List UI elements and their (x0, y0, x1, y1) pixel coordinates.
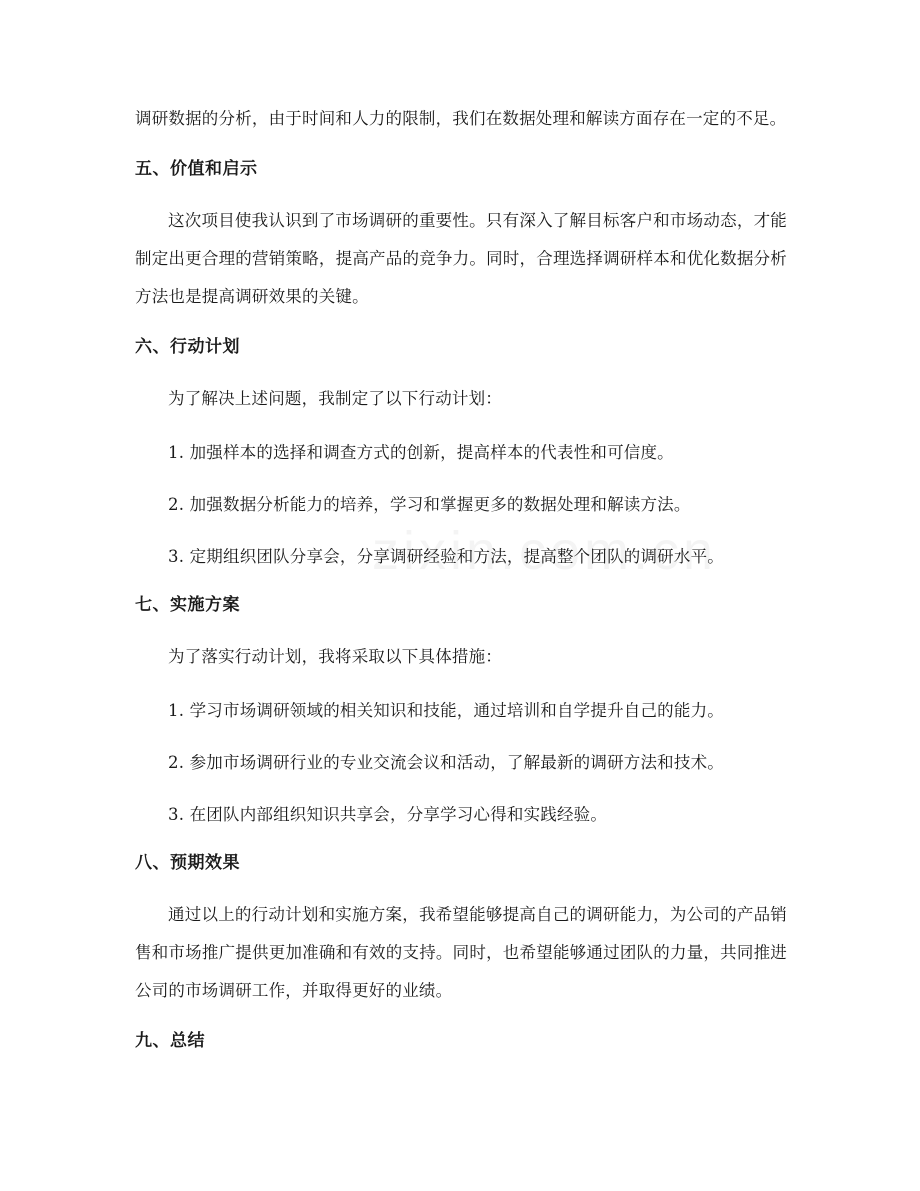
section-heading-implementation: 七、实施方案 (135, 595, 240, 615)
section-heading-expected-results: 八、预期效果 (135, 853, 240, 873)
list-item: 3. 定期组织团队分享会，分享调研经验和方法，提高整个团队的调研水平。 (168, 547, 724, 566)
section-paragraph-expected-results: 通过以上的行动计划和实施方案，我希望能够提高自己的调研能力，为公司的产品销售和市场推广提供更加准确和有效的支持。同时，也希望能够通过团队的力量，共同推进公司的市场调研工作，并取得更好的业绩。 (135, 905, 787, 1000)
section-heading-summary: 九、总结 (135, 1031, 205, 1051)
section-paragraph-value: 这次项目使我认识到了市场调研的重要性。只有深入了解目标客户和市场动态，才能制定出更合理的营销策略，提高产品的竞争力。同时，合理选择调研样本和优化数据分析方法也是提高调研效果的关键。 (135, 211, 787, 306)
document-body (135, 100, 787, 1074)
intro-paragraph: 调研数据的分析，由于时间和人力的限制，我们在数据处理和解读方面存在一定的不足。 (135, 109, 787, 128)
list-item: 3. 在团队内部组织知识共享会，分享学习心得和实践经验。 (168, 805, 608, 824)
list-item: 1. 加强样本的选择和调查方式的创新，提高样本的代表性和可信度。 (168, 443, 674, 462)
section-paragraph-implementation: 为了落实行动计划，我将采取以下具体措施： (168, 647, 502, 666)
section-paragraph-action-plan: 为了解决上述问题，我制定了以下行动计划： (168, 389, 502, 408)
section-heading-value: 五、价值和启示 (135, 159, 258, 179)
list-item: 1. 学习市场调研领域的相关知识和技能，通过培训和自学提升自己的能力。 (168, 701, 724, 720)
list-item: 2. 参加市场调研行业的专业交流会议和活动，了解最新的调研方法和技术。 (168, 753, 724, 772)
list-item: 2. 加强数据分析能力的培养，学习和掌握更多的数据处理和解读方法。 (168, 495, 691, 514)
section-heading-action-plan: 六、行动计划 (135, 337, 240, 357)
